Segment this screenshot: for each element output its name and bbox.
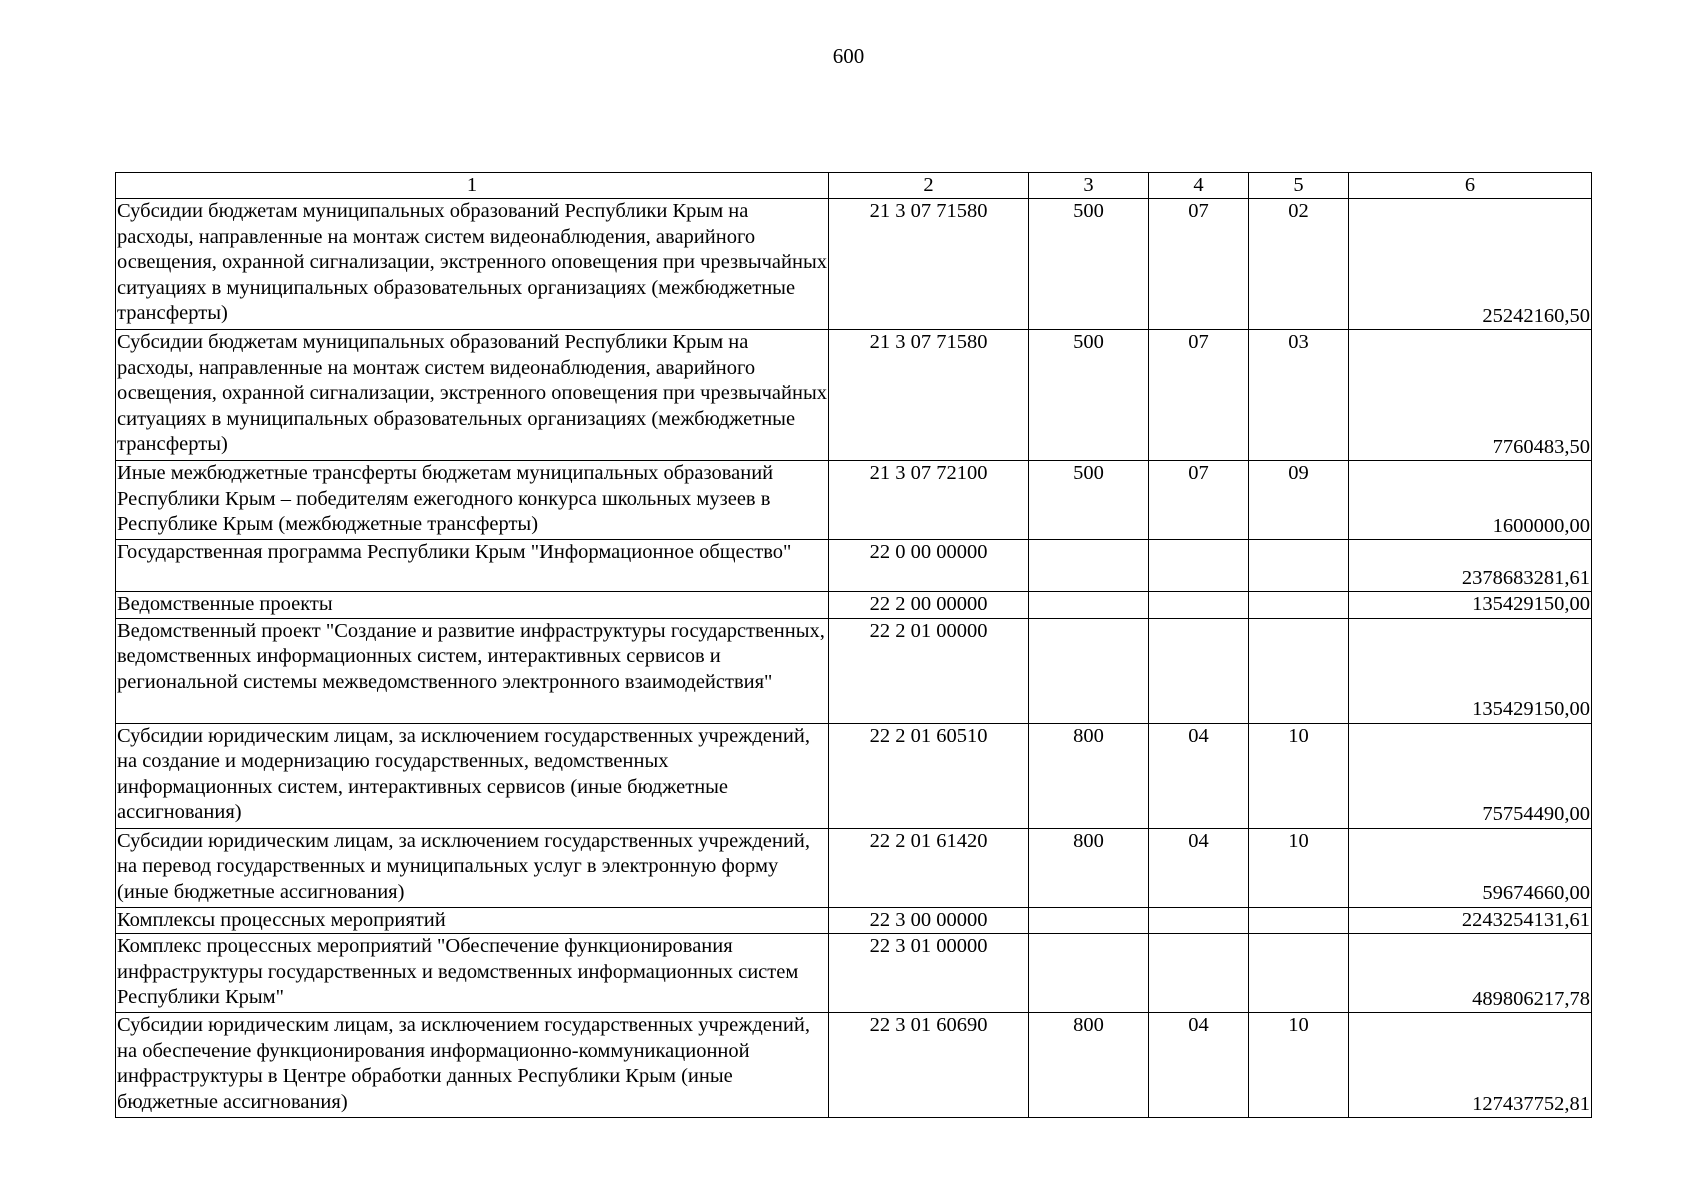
section-cell: 04 [1149,828,1249,907]
item-name-cell: Субсидии юридическим лицам, за исключением государственных учреждений, на создание и модернизацию государственных, ведомственных информационных систем, интерактивных сервисов (иные бюджетные ассигнования) [116,723,829,828]
target-article-cell: 22 3 01 60690 [829,1013,1029,1118]
expense-type-cell [1029,907,1149,934]
subsection-cell [1249,592,1349,619]
target-article-cell: 22 3 01 00000 [829,934,1029,1013]
subsection-cell [1249,907,1349,934]
column-header: 3 [1029,173,1149,199]
subsection-cell: 10 [1249,1013,1349,1118]
column-header: 1 [116,173,829,199]
item-name-cell: Ведомственные проекты [116,592,829,619]
item-name-cell: Субсидии юридическим лицам, за исключением государственных учреждений, на обеспечение функционирования информационно-коммуникационной инфраструктуры в Центре обработки данных Республики Крым (иные бюджетные ассигнования) [116,1013,829,1118]
subsection-cell: 10 [1249,828,1349,907]
amount-cell: 59674660,00 [1349,828,1592,907]
expense-type-cell: 500 [1029,330,1149,461]
subsection-cell: 10 [1249,723,1349,828]
subsection-cell [1249,618,1349,723]
expense-type-cell: 800 [1029,828,1149,907]
amount-cell: 127437752,81 [1349,1013,1592,1118]
section-cell [1149,618,1249,723]
item-name-cell: Иные межбюджетные трансферты бюджетам муниципальных образований Республики Крым – победителям ежегодного конкурса школьных музеев в Республике Крым (межбюджетные трансферты) [116,461,829,540]
target-article-cell: 21 3 07 72100 [829,461,1029,540]
expense-type-cell [1029,540,1149,592]
expense-type-cell: 500 [1029,461,1149,540]
table-row [116,934,1592,1013]
column-header: 2 [829,173,1029,199]
table-row [116,540,1592,592]
column-header: 4 [1149,173,1249,199]
section-cell: 07 [1149,330,1249,461]
table-row [116,618,1592,723]
column-header: 5 [1249,173,1349,199]
column-header: 6 [1349,173,1592,199]
target-article-cell: 22 2 01 00000 [829,618,1029,723]
item-name-cell: Субсидии юридическим лицам, за исключением государственных учреждений, на перевод государственных и муниципальных услуг в электронную форму (иные бюджетные ассигнования) [116,828,829,907]
expense-type-cell [1029,934,1149,1013]
target-article-cell: 22 2 01 61420 [829,828,1029,907]
expense-type-cell: 800 [1029,723,1149,828]
target-article-cell: 22 0 00 00000 [829,540,1029,592]
subsection-cell: 02 [1249,199,1349,330]
section-cell [1149,592,1249,619]
table-row [116,199,1592,330]
target-article-cell: 22 2 00 00000 [829,592,1029,619]
amount-cell: 1600000,00 [1349,461,1592,540]
amount-cell: 25242160,50 [1349,199,1592,330]
section-cell: 07 [1149,461,1249,540]
amount-cell: 2243254131,61 [1349,907,1592,934]
target-article-cell: 22 3 00 00000 [829,907,1029,934]
section-cell: 04 [1149,723,1249,828]
amount-cell: 7760483,50 [1349,330,1592,461]
section-cell: 04 [1149,1013,1249,1118]
expense-type-cell: 500 [1029,199,1149,330]
table-row [116,1013,1592,1118]
amount-cell: 2378683281,61 [1349,540,1592,592]
page-number: 600 [832,44,865,68]
table-row [116,828,1592,907]
item-name-cell: Комплексы процессных мероприятий [116,907,829,934]
expense-type-cell: 800 [1029,1013,1149,1118]
subsection-cell [1249,934,1349,1013]
expense-type-cell [1029,592,1149,619]
amount-cell: 75754490,00 [1349,723,1592,828]
section-cell [1149,907,1249,934]
table-row [116,592,1592,619]
item-name-cell: Субсидии бюджетам муниципальных образований Республики Крым на расходы, направленные на монтаж систем видеонаблюдения, аварийного освещения, охранной сигнализации, экстренного оповещения при чрезвычайных ситуациях в муниципальных образовательных организациях (межбюджетные трансферты) [116,330,829,461]
expense-type-cell [1029,618,1149,723]
target-article-cell: 21 3 07 71580 [829,330,1029,461]
subsection-cell [1249,540,1349,592]
amount-cell: 135429150,00 [1349,592,1592,619]
subsection-cell: 09 [1249,461,1349,540]
section-cell: 07 [1149,199,1249,330]
amount-cell: 489806217,78 [1349,934,1592,1013]
item-name-cell: Государственная программа Республики Крым "Информационное общество" [116,540,829,592]
table-row [116,461,1592,540]
subsection-cell: 03 [1249,330,1349,461]
item-name-cell: Комплекс процессных мероприятий "Обеспечение функционирования инфраструктуры государственных и ведомственных информационных систем Республики Крым" [116,934,829,1013]
budget-table [115,172,1592,1118]
table-row [116,907,1592,934]
table-row [116,723,1592,828]
target-article-cell: 21 3 07 71580 [829,199,1029,330]
amount-cell: 135429150,00 [1349,618,1592,723]
table-row [116,330,1592,461]
item-name-cell: Субсидии бюджетам муниципальных образований Республики Крым на расходы, направленные на монтаж систем видеонаблюдения, аварийного освещения, охранной сигнализации, экстренного оповещения при чрезвычайных ситуациях в муниципальных образовательных организациях (межбюджетные трансферты) [116,199,829,330]
item-name-cell: Ведомственный проект "Создание и развитие инфраструктуры государственных, ведомственных информационных систем, интерактивных сервисов и региональной системы межведомственного электронного взаимодействия" [116,618,829,723]
table-header-row [116,173,1592,199]
target-article-cell: 22 2 01 60510 [829,723,1029,828]
section-cell [1149,540,1249,592]
section-cell [1149,934,1249,1013]
